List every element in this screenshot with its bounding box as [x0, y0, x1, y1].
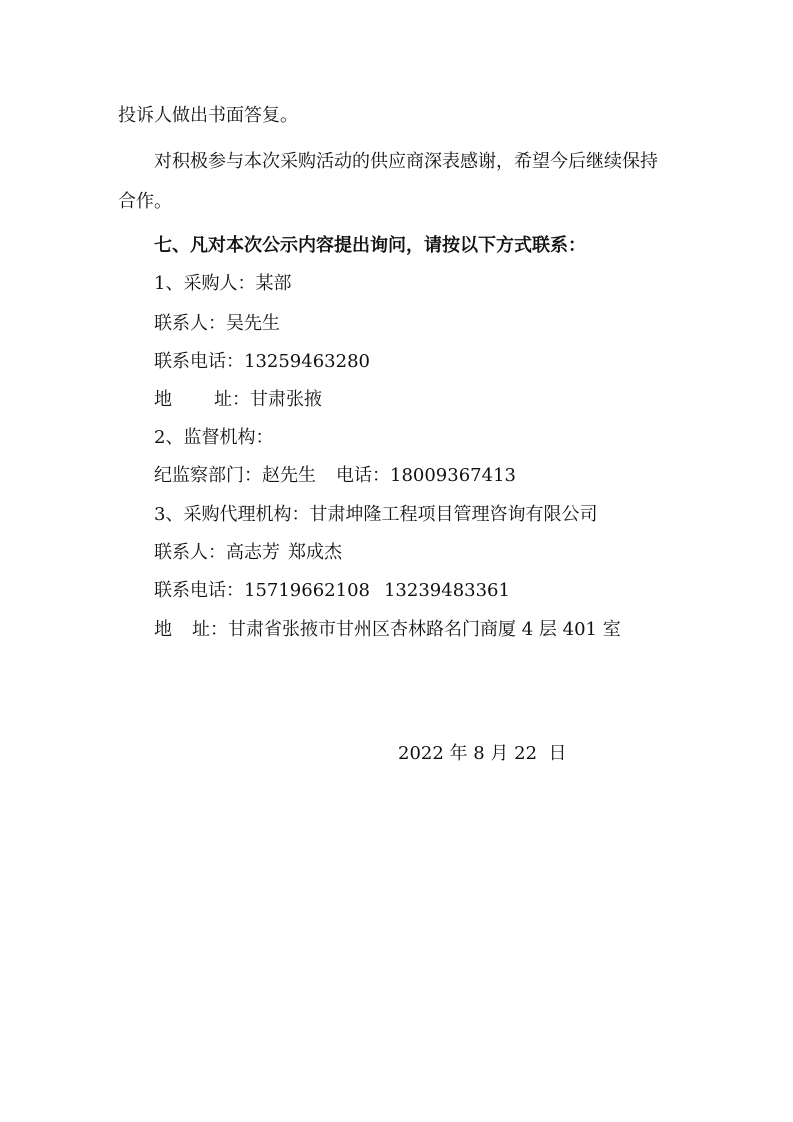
- agency-phone-1: 15719662108: [244, 580, 370, 601]
- address-label-char-2: 址：: [192, 619, 228, 640]
- agency-phone-2: 13239483361: [383, 580, 510, 601]
- agency-contact-person-2: 郑成杰: [288, 542, 342, 563]
- agency-address-value: 甘肃省张掖市甘州区杏林路名门商厦 4 层 401 室: [228, 619, 621, 640]
- supervision-info: [154, 464, 516, 488]
- address-label-char-2: 址：: [214, 389, 250, 410]
- agency-phone: [154, 579, 510, 603]
- purchaser-label: 1、采购人：某部: [154, 273, 292, 294]
- address-label-char-1: 地: [154, 619, 172, 640]
- agency-phone-label: 联系电话：: [154, 580, 244, 601]
- purchaser-phone: 联系电话：13259463280: [154, 351, 370, 372]
- agency-contact-person-1: 高志芳: [226, 542, 280, 563]
- agency-address: [154, 618, 621, 642]
- purchaser-address: [154, 388, 322, 412]
- address-label-char-1: 地: [154, 389, 172, 410]
- purchaser-contact: 联系人：吴先生: [154, 313, 280, 334]
- supervision-label: 2、监督机构：: [154, 427, 274, 448]
- agency-contact: [154, 541, 342, 565]
- purchaser-address-value: 甘肃张掖: [250, 389, 322, 410]
- paragraph-continued-text: 投诉人做出书面答复。: [118, 105, 298, 126]
- thanks-paragraph-line-2: 合作。: [118, 191, 172, 212]
- supervision-dept: 纪监察部门：赵先生: [154, 465, 316, 486]
- document-date: 2022 年 8 月 22 日: [398, 743, 567, 764]
- section-heading: 七、凡对本次公示内容提出询问，请按以下方式联系：: [154, 235, 586, 256]
- supervision-phone: 电话：18009367413: [336, 465, 516, 486]
- agency-label: 3、采购代理机构：甘肃坤隆工程项目管理咨询有限公司: [154, 504, 598, 525]
- agency-contact-label: 联系人：: [154, 542, 226, 563]
- thanks-paragraph-line-1: 对积极参与本次采购活动的供应商深表感谢，希望今后继续保持: [154, 151, 658, 172]
